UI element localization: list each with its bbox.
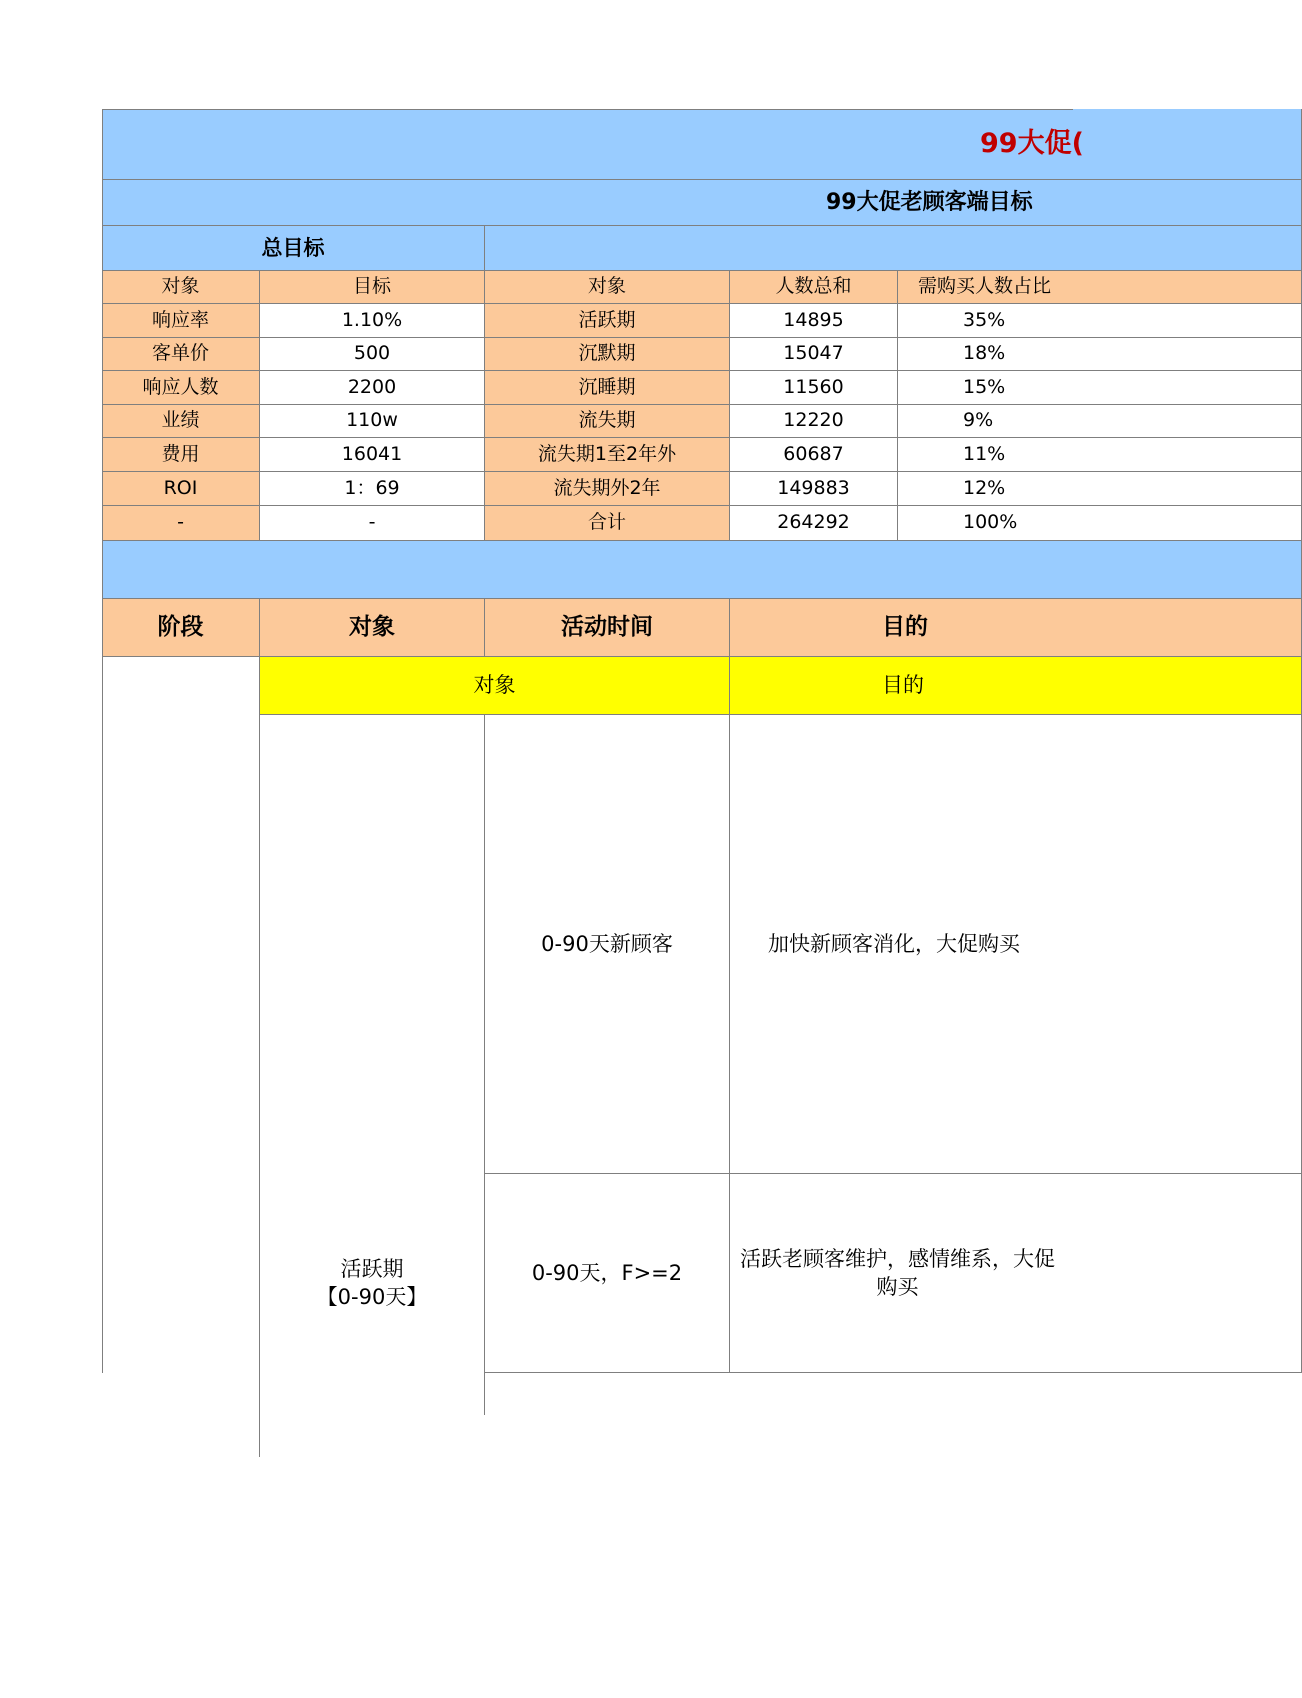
segment-object-cell: 沉默期: [485, 338, 730, 371]
segment-count-cell: 60687: [730, 438, 898, 472]
plan-header-purpose: 目的: [730, 599, 1302, 657]
segment-ratio-cell: 15%: [898, 371, 1302, 405]
plan-row-2-object: 0-90天，F>=2: [485, 1174, 730, 1373]
segment-ratio-cell: 11%: [898, 438, 1302, 472]
segment-ratio-cell: 12%: [898, 472, 1302, 506]
segment-count-cell: 149883: [730, 472, 898, 506]
segment-count-cell: 11560: [730, 371, 898, 405]
segment-count-cell: 264292: [730, 506, 898, 541]
plan-header-object: 对象: [260, 599, 485, 657]
target-object-cell: ROI: [102, 472, 260, 506]
separator-band: [102, 541, 1302, 599]
col-header-object: 对象: [102, 271, 260, 304]
sheet-grid: [102, 109, 1084, 1373]
target-value-cell: 500: [260, 338, 485, 371]
target-object-cell: 费用: [102, 438, 260, 472]
target-value-cell: 2200: [260, 371, 485, 405]
segment-object-cell: 活跃期: [485, 304, 730, 338]
segment-ratio-cell: 35%: [898, 304, 1302, 338]
target-object-cell: 响应人数: [102, 371, 260, 405]
sheet-subtitle: 99大促老顾客端目标: [826, 189, 1033, 215]
sheet-title: 99大促(: [980, 127, 1084, 159]
sub-header-purpose: 目的: [730, 657, 1302, 715]
segment-ratio-cell: 100%: [898, 506, 1302, 541]
total-target-header: 总目标: [102, 226, 485, 271]
target-object-cell: 响应率: [102, 304, 260, 338]
segment-count-cell: 12220: [730, 405, 898, 438]
active-period-label: [260, 715, 485, 1415]
plan-header-stage: 阶段: [102, 599, 260, 657]
active-period-range: 【0-90天】: [316, 1285, 428, 1310]
segment-object-cell: 流失期1至2年外: [485, 438, 730, 472]
segment-object-cell: 流失期: [485, 405, 730, 438]
segment-object-cell: 流失期外2年: [485, 472, 730, 506]
target-value-cell: -: [260, 506, 485, 541]
segment-count-cell: 15047: [730, 338, 898, 371]
plan-row-2-purpose-text: 活跃老顾客维护，感情维系，大促购买: [740, 1246, 1055, 1299]
col-header-count: 人数总和: [730, 271, 898, 304]
active-period-name: 活跃期: [340, 1257, 404, 1281]
target-object-cell: 客单价: [102, 338, 260, 371]
segment-count-cell: 14895: [730, 304, 898, 338]
sheet-border-top: [102, 109, 1073, 110]
plan-row-1-object: 0-90天新顾客: [485, 715, 730, 1174]
target-value-cell: 16041: [260, 438, 485, 472]
stage-cell: [102, 657, 260, 1457]
target-value-cell: 110w: [260, 405, 485, 438]
plan-header-time: 活动时间: [485, 599, 730, 657]
sheet-border-left: [102, 109, 103, 1373]
target-object-cell: 业绩: [102, 405, 260, 438]
col-header-ratio: 需购买人数占比: [898, 271, 1302, 304]
title-row: [102, 109, 1302, 180]
target-value-cell: 1：69: [260, 472, 485, 506]
segment-ratio-cell: 18%: [898, 338, 1302, 371]
sub-header-object: 对象: [260, 657, 730, 715]
segment-ratio-cell: 9%: [898, 405, 1302, 438]
segment-object-cell: 沉睡期: [485, 371, 730, 405]
segment-object-cell: 合计: [485, 506, 730, 541]
col-header-target: 目标: [260, 271, 485, 304]
target-object-cell: -: [102, 506, 260, 541]
target-value-cell: 1.10%: [260, 304, 485, 338]
segment-header-band: [485, 226, 1302, 271]
col-header-segment-object: 对象: [485, 271, 730, 304]
subtitle-row: [102, 180, 1302, 226]
plan-row-1-purpose: 加快新顾客消化，大促购买: [730, 715, 1302, 1174]
plan-row-2-purpose: [730, 1174, 1302, 1373]
